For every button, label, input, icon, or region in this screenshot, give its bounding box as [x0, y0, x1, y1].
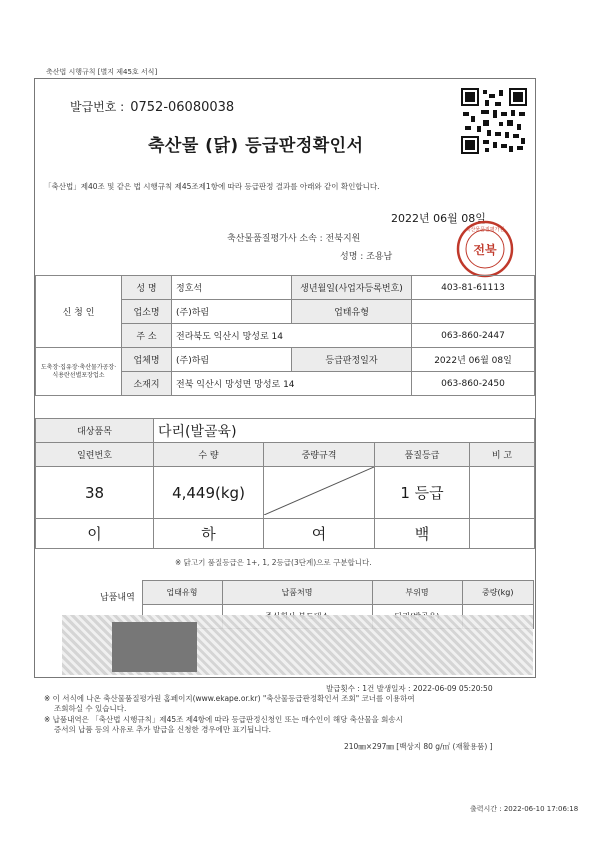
svg-text:축산물품질평가원: 축산물품질평가원: [465, 227, 505, 233]
footnote-2b: 증서의 납품 등의 사유로 추가 발급을 신청한 경우에만 표기됩니다.: [54, 725, 272, 734]
delivery-header-part: 부위명: [372, 581, 462, 605]
grade-value: 1 등급: [375, 467, 470, 519]
footnote-2: ※ 납품내역은 「축산법 시행규칙」제45조 제4항에 따라 등급판정신청인 또는 매수인이 해당 축산물을 회송시: [44, 715, 403, 724]
footnote-1: ※ 이 서식에 나온 축산물품질평가원 홈페이지(www.ekape.or.kr) "축산물등급판정확인서 조회" 코너를 이용하여: [44, 694, 415, 703]
paper-spec: 210㎜×297㎜ [백상지 80 g/㎡ (재활용품) ]: [344, 742, 493, 751]
footnote-1b: 조회하실 수 있습니다.: [54, 704, 127, 713]
remainder-char-2: 하: [154, 519, 264, 549]
slaughterhouse-address: 전북 익산시 망성면 망성로 14: [172, 372, 412, 396]
applicant-name: 정호석: [172, 276, 292, 300]
remainder-empty: [470, 519, 535, 549]
remainder-char-4: 백: [375, 519, 470, 549]
applicant-name-label: 성 명: [122, 276, 172, 300]
applicant-section-label: 신 청 인: [36, 276, 122, 348]
remainder-char-1: 이: [36, 519, 154, 549]
header-weight: 중량규격: [264, 443, 375, 467]
svg-text:전북: 전북: [473, 243, 497, 257]
grader-name: 성명 : 조용남: [340, 252, 393, 262]
grade-note: ※ 닭고기 품질등급은 1+, 1, 2등급(3단계)으로 구분합니다.: [175, 558, 372, 567]
applicant-company: (주)하림: [172, 300, 292, 324]
official-seal-icon: [455, 219, 515, 279]
serial-value: 38: [36, 467, 154, 519]
grading-date-label: 등급판정일자: [292, 348, 412, 372]
applicant-type-label: 업태유형: [292, 300, 412, 324]
slaughterhouse-phone: 063-860-2450: [412, 372, 535, 396]
delivery-label: 납품내역: [100, 593, 135, 603]
applicant-type: [412, 300, 535, 324]
qr-code-icon: [461, 88, 527, 154]
legal-basis-text: 「축산법」제40조 및 같은 법 시행규칙 제45조제1항에 따라 등급판정 결과를 아래와 같이 확인합니다.: [44, 182, 380, 191]
diagonal-strike: [264, 467, 374, 515]
redacted-block: [112, 622, 197, 672]
slaughterhouse-section-label: 도축장·집유장·축산물가공장·식용란선별포장업소: [36, 348, 122, 396]
item-value: 다리(발골육): [154, 419, 535, 443]
applicant-address: 전라북도 익산시 망성로 14: [172, 324, 412, 348]
delivery-spacer: [62, 581, 142, 605]
applicant-table: [35, 275, 535, 396]
issued-info: 발급횟수 : 1건 발생일자 : 2022-06-09 05:20:50: [326, 684, 493, 693]
delivery-header-weight: 중량(kg): [462, 581, 534, 605]
header-quantity: 수 량: [154, 443, 264, 467]
form-reference: 축산법 시행규칙 [별지 제45호 서식]: [46, 68, 158, 76]
slaughterhouse-address-label: 소재지: [122, 372, 172, 396]
issue-number-value: 0752-06080038: [130, 100, 235, 115]
grader-organization: 축산물품질평가사 소속 : 전북지원: [227, 234, 361, 244]
applicant-birth-label: 생년월일(사업자등록번호): [292, 276, 412, 300]
weight-value: [264, 467, 375, 519]
delivery-header-type: 업태유형: [142, 581, 222, 605]
remainder-char-3: 여: [264, 519, 375, 549]
applicant-phone: 063-860-2447: [412, 324, 535, 348]
print-time: 출력시간 : 2022-06-10 17:06:18: [470, 805, 579, 813]
header-grade: 품질등급: [375, 443, 470, 467]
header-remark: 비 고: [470, 443, 535, 467]
grading-table: [35, 418, 535, 549]
certificate-date: 2022년 06월 08일: [391, 212, 486, 225]
delivery-header-buyer: 납품처명: [222, 581, 372, 605]
quantity-value: 4,449(kg): [154, 467, 264, 519]
slaughterhouse-name: (주)하림: [172, 348, 292, 372]
document-title: 축산물 (닭) 등급판정확인서: [148, 136, 364, 156]
remark-value: [470, 467, 535, 519]
issue-number-label: 발급번호 :: [70, 100, 125, 114]
header-serial: 일련번호: [36, 443, 154, 467]
issue-number: [70, 98, 234, 115]
item-label: 대상품목: [36, 419, 154, 443]
applicant-company-label: 업소명: [122, 300, 172, 324]
applicant-address-label: 주 소: [122, 324, 172, 348]
grading-date: 2022년 06월 08일: [412, 348, 535, 372]
slaughterhouse-name-label: 업체명: [122, 348, 172, 372]
applicant-biz-number: 403-81-61113: [412, 276, 535, 300]
